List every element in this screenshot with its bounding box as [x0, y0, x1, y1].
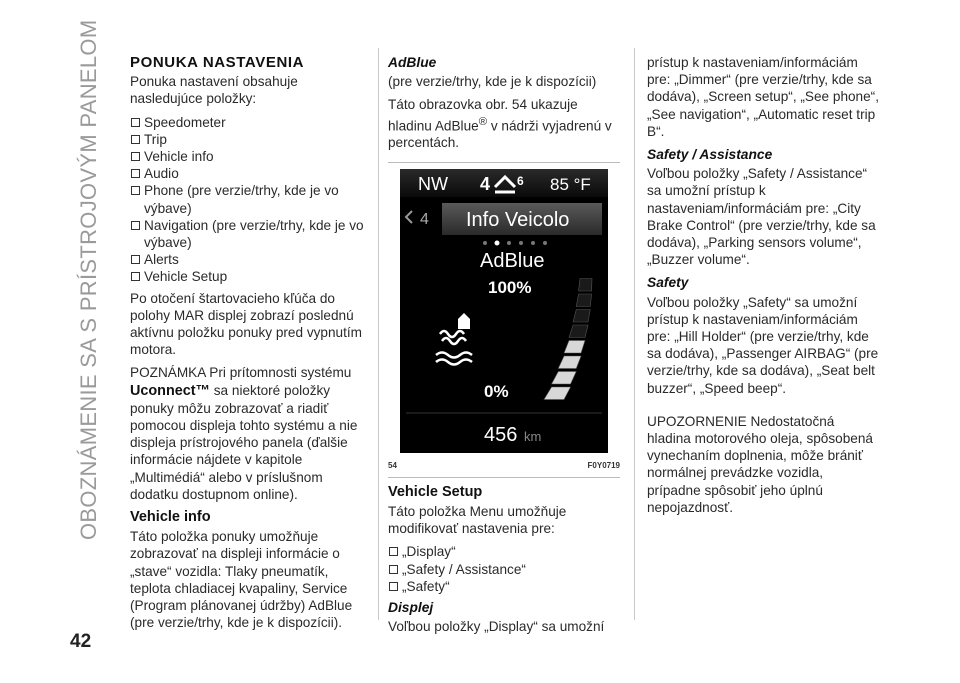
- odometer-unit: km: [524, 428, 542, 444]
- italic-heading: Displej: [388, 599, 434, 615]
- screen-label: AdBlue: [480, 249, 545, 272]
- checkbox-square-icon: [389, 565, 398, 574]
- outside-temperature: 85 °F: [550, 174, 591, 194]
- compass-direction: NW: [418, 173, 448, 194]
- brand-name: Uconnect™: [130, 382, 210, 399]
- paragraph: Táto položka ponuky umožňuje zobrazovať na displeji informácie o „stave“ vozidla: Tlaky pneumatík, teplota chladiacej kvapaliny, Service (Program plánovanej údržby) AdBlue (pre verzie/trhy, kde je k dispozícii).: [130, 529, 353, 631]
- paragraph: Táto položka Menu umožňuje modifikovať nastavenia pre:: [388, 503, 567, 537]
- cluster-display: [400, 169, 608, 453]
- screen-title: Info Veicolo: [466, 208, 570, 231]
- list-item: „Safety / Assistance“: [388, 561, 620, 578]
- italic-heading: AdBlue: [388, 55, 437, 70]
- setup-list: [388, 543, 620, 595]
- list-item: Trip: [130, 131, 368, 148]
- figure: [388, 162, 620, 478]
- column-3: [647, 54, 879, 522]
- gauge-segment: [576, 294, 591, 307]
- figure-number: 54: [388, 460, 397, 470]
- paragraph: Voľbou položky „Safety / Assistance“ sa umožní prístup k nastaveniam/informáciám pre: „City Brake Control“ (pre verzie/trhy, kde sa dodáva), „Parking sensors volume“, „Buzzer volume“.: [647, 166, 876, 268]
- list-item: Speedometer: [130, 114, 368, 131]
- gear-indicator: 4: [480, 173, 491, 194]
- list-item: Vehicle info: [130, 148, 368, 165]
- page-number: 42: [70, 631, 92, 652]
- paragraph: Ponuka nastavení obsahuje nasledujúce položky:: [130, 74, 298, 107]
- side-chapter-title: OBOZNÁMENIE SA S PRÍSTROJOVÝM PANELOM: [76, 19, 101, 540]
- cluster-display-graphic: [400, 169, 608, 453]
- checkbox-square-icon: [131, 152, 140, 161]
- gauge-segment: [579, 278, 592, 291]
- note-paragraph: POZNÁMKA Pri prítomnosti systému Uconnect™ sa niektoré položky ponuky môžu zobrazovať a riadiť pomocou displeja tohto systému a nie displeja prístrojového panela (ďalšie informácie nájdete v kapitole „Multimédiá“ alebo v príslušnom dodatku dostupnom online).: [130, 365, 358, 502]
- paragraph: Táto obrazovka obr. 54 ukazuje hladinu AdBlue® v nádrži vyjadrenú v percentách.: [388, 97, 612, 151]
- odometer-value: 456: [484, 423, 518, 446]
- gauge-segment: [573, 309, 590, 322]
- figure-rule: [388, 162, 620, 163]
- list-item: Audio: [130, 165, 368, 182]
- checkbox-square-icon: [131, 221, 140, 230]
- level-max-label: 100%: [488, 277, 532, 297]
- list-item: Alerts: [130, 251, 368, 268]
- checkbox-square-icon: [131, 255, 140, 264]
- paragraph: Po otočení štartovacieho kľúča do polohy MAR displej zobrazí poslednú aktívnu položku ponuky pred vypnutím motora.: [130, 290, 362, 358]
- checkbox-square-icon: [131, 118, 140, 127]
- list-item: Vehicle Setup: [130, 268, 368, 285]
- gear-suggestion: 6: [517, 173, 524, 188]
- paragraph: prístup k nastaveniam/informáciám pre: „Dimmer“ (pre verzie/trhy, kde sa dodáva), „Screen setup“, „See phone“, „See navigation“, „Automatic reset trip B“.: [647, 55, 879, 139]
- figure-rule: [388, 477, 620, 478]
- level-min-label: 0%: [484, 381, 509, 401]
- figure-code: F0Y0719: [587, 460, 620, 470]
- subsection-heading: Vehicle info: [130, 509, 211, 526]
- previous-page-number: 4: [420, 210, 429, 228]
- column-2: [388, 54, 620, 641]
- list-item: Phone (pre verzie/trhy, kde je vo výbave): [130, 182, 368, 216]
- column-divider: [378, 48, 379, 620]
- checkbox-square-icon: [131, 135, 140, 144]
- checkbox-square-icon: [389, 582, 398, 591]
- list-item: „Safety“: [388, 578, 620, 595]
- checkbox-square-icon: [131, 169, 140, 178]
- paragraph: Voľbou položky „Display“ sa umožní: [388, 619, 605, 635]
- section-heading: PONUKA NASTAVENIA: [130, 54, 305, 71]
- subsection-heading: Vehicle Setup: [388, 483, 483, 500]
- column-divider: [634, 48, 635, 620]
- checkbox-square-icon: [389, 547, 398, 556]
- figure-caption: [388, 457, 620, 474]
- settings-list: [130, 114, 368, 286]
- paragraph: (pre verzie/trhy, kde je k dispozícii): [388, 74, 597, 90]
- italic-heading: Safety: [647, 275, 689, 291]
- list-item: „Display“: [388, 543, 620, 560]
- warning-paragraph: UPOZORNENIE Nedostatočná hladina motorového oleja, spôsobená vynechaním doplnenia, môže brániť normálnej prevádzke vozidla, prípadne spôsobiť jeho úplnú nepojazdnosť.: [647, 413, 873, 515]
- checkbox-square-icon: [131, 272, 140, 281]
- paragraph: Voľbou položky „Safety“ sa umožní prístup k nastaveniam/informáciám pre: „Hill Holder“ (pre verzie/trhy, kde sa dodáva), „Passenger AIRBAG“ (pre verzie/trhy, kde sa dodáva), „Seat belt buzzer“, „Speed beep“.: [647, 294, 879, 396]
- list-item: Navigation (pre verzie/trhy, kde je vo výbave): [130, 217, 368, 251]
- checkbox-square-icon: [131, 186, 140, 195]
- italic-heading: Safety / Assistance: [647, 147, 773, 163]
- column-1: [130, 54, 368, 638]
